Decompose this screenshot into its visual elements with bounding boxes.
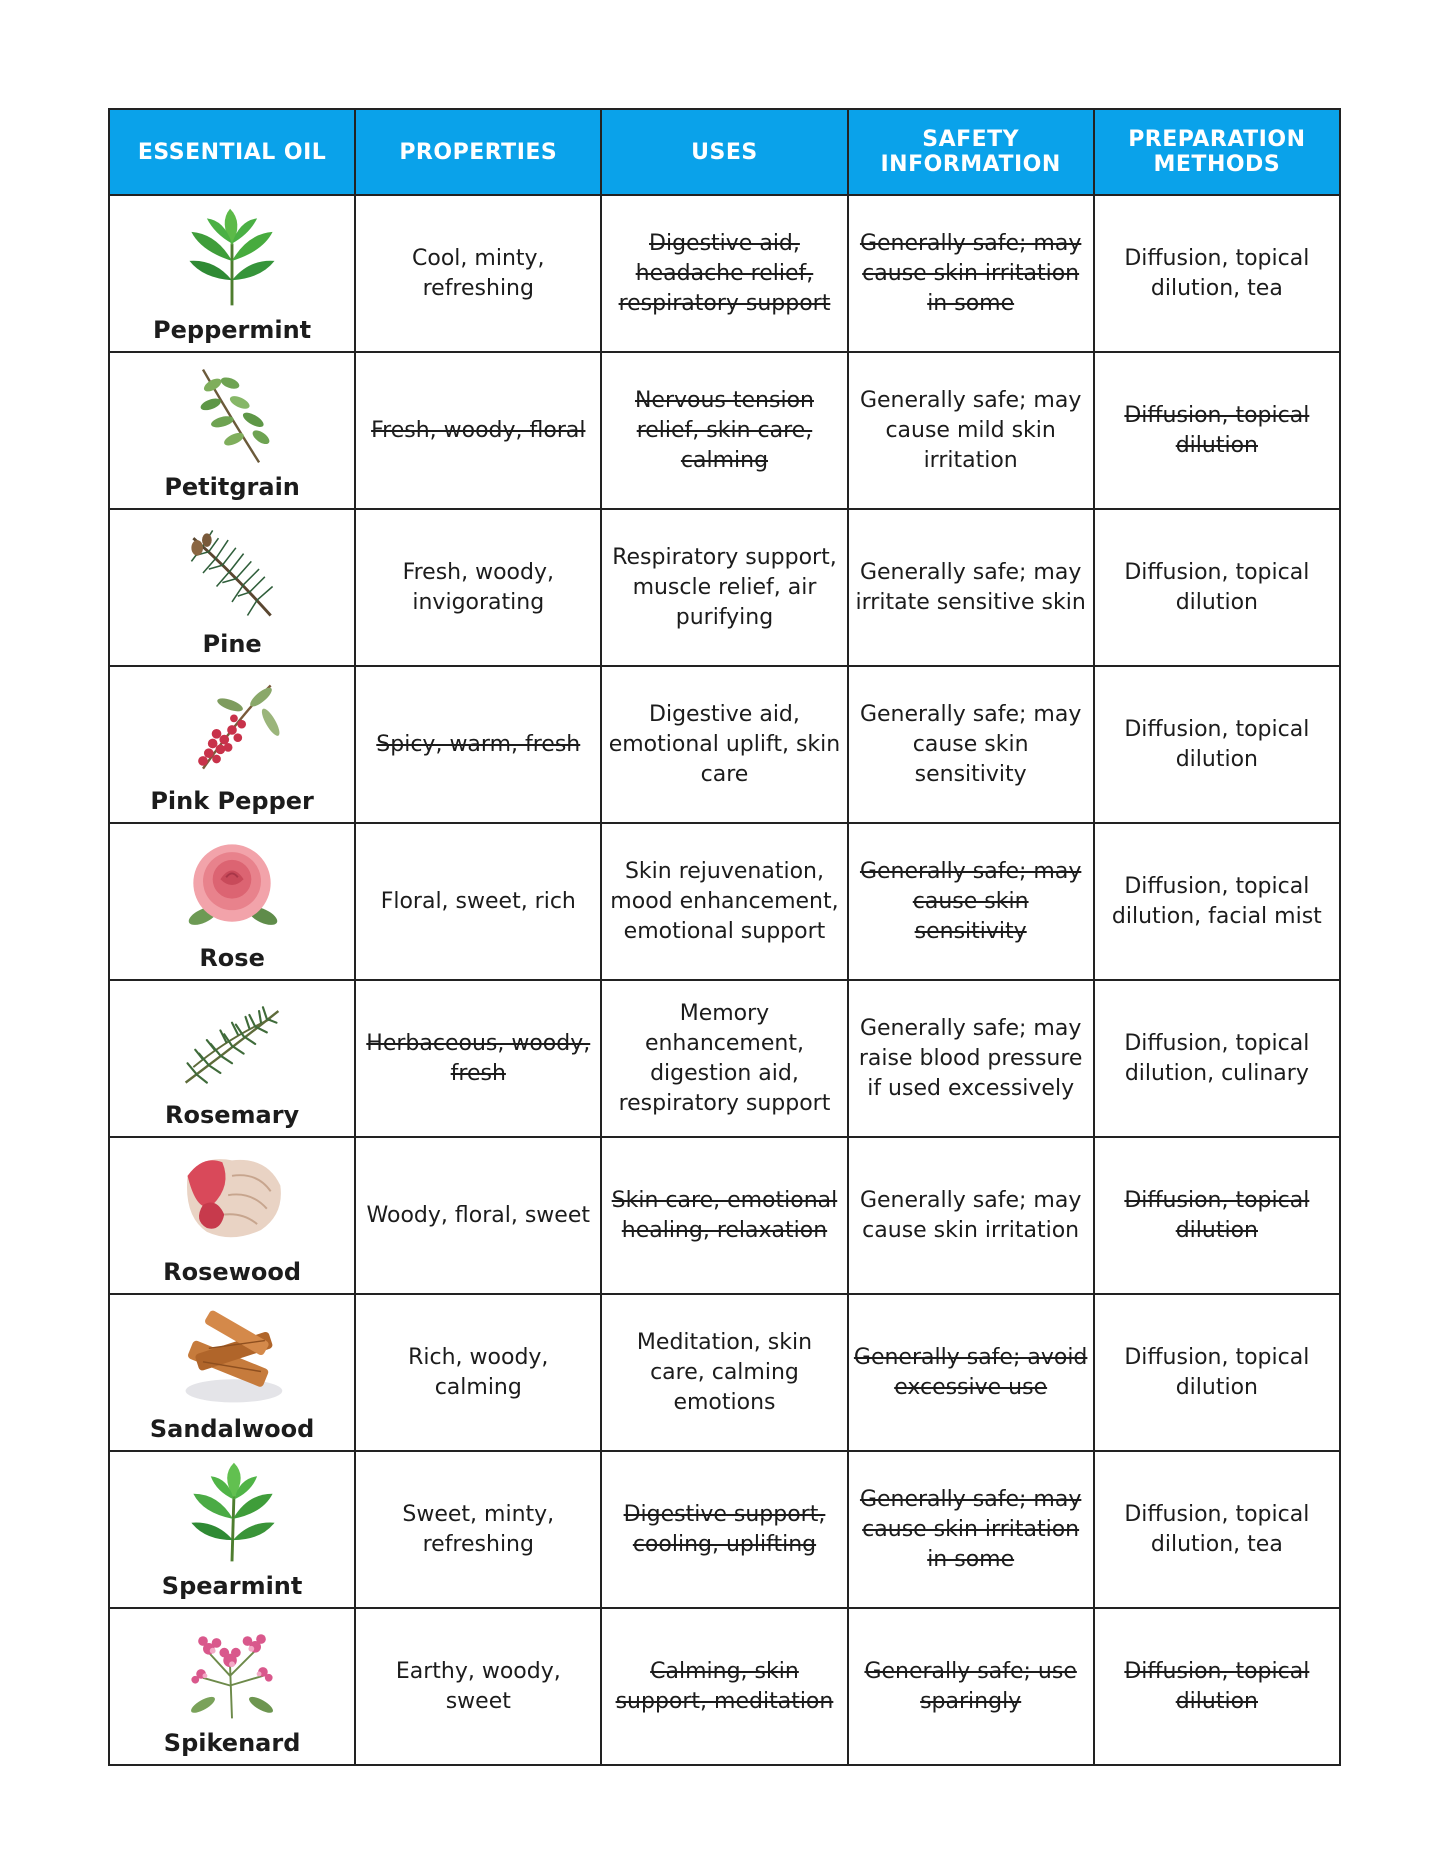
preparation-cell: Diffusion, topical dilution bbox=[1094, 352, 1340, 509]
header-uses: USES bbox=[601, 109, 847, 195]
properties-cell: Fresh, woody, floral bbox=[355, 352, 601, 509]
oil-name: Spikenard bbox=[163, 1729, 301, 1757]
table-row bbox=[109, 1451, 1340, 1608]
uses-cell: Meditation, skin care, calming emotions bbox=[601, 1294, 847, 1451]
safety-cell: Generally safe; use sparingly bbox=[848, 1608, 1094, 1765]
table-header-row bbox=[109, 109, 1340, 195]
preparation-cell: Diffusion, topical dilution bbox=[1094, 1137, 1340, 1294]
table-row bbox=[109, 1608, 1340, 1765]
header-preparation-methods: PREPARATION METHODS bbox=[1094, 109, 1340, 195]
table-row bbox=[109, 195, 1340, 352]
oil-name: Rosemary bbox=[164, 1101, 300, 1129]
safety-cell: Generally safe; may cause skin irritation in some bbox=[848, 195, 1094, 352]
safety-cell: Generally safe; avoid excessive use bbox=[848, 1294, 1094, 1451]
preparation-cell: Diffusion, topical dilution bbox=[1094, 1294, 1340, 1451]
essential-oils-table bbox=[108, 108, 1341, 1766]
uses-cell: Nervous tension relief, skin care, calming bbox=[601, 352, 847, 509]
properties-cell: Rich, woody, calming bbox=[355, 1294, 601, 1451]
oil-cell bbox=[109, 980, 355, 1137]
petitgrain-branch-icon bbox=[174, 360, 290, 470]
uses-cell: Skin rejuvenation, mood enhancement, emotional support bbox=[601, 823, 847, 980]
preparation-cell: Diffusion, topical dilution, facial mist bbox=[1094, 823, 1340, 980]
uses-cell: Memory enhancement, digestion aid, respiratory support bbox=[601, 980, 847, 1137]
rosemary-sprig-icon bbox=[174, 988, 290, 1098]
table-row bbox=[109, 352, 1340, 509]
table-row bbox=[109, 980, 1340, 1137]
safety-cell: Generally safe; may irritate sensitive skin bbox=[848, 509, 1094, 666]
preparation-cell: Diffusion, topical dilution, tea bbox=[1094, 195, 1340, 352]
properties-cell: Herbaceous, woody, fresh bbox=[355, 980, 601, 1137]
spearmint-leaves-icon bbox=[174, 1459, 290, 1569]
sandalwood-sticks-icon bbox=[174, 1302, 290, 1412]
uses-cell: Digestive aid, headache relief, respiratory support bbox=[601, 195, 847, 352]
oil-cell bbox=[109, 1608, 355, 1765]
table-row bbox=[109, 509, 1340, 666]
oil-name: Petitgrain bbox=[164, 473, 300, 501]
oil-name: Rose bbox=[199, 944, 265, 972]
oil-name: Sandalwood bbox=[149, 1415, 315, 1443]
safety-cell: Generally safe; may cause skin sensitivity bbox=[848, 823, 1094, 980]
preparation-cell: Diffusion, topical dilution bbox=[1094, 1608, 1340, 1765]
rosewood-chunk-icon bbox=[174, 1145, 290, 1255]
uses-cell: Respiratory support, muscle relief, air purifying bbox=[601, 509, 847, 666]
peppermint-leaves-icon bbox=[174, 203, 290, 313]
properties-cell: Woody, floral, sweet bbox=[355, 1137, 601, 1294]
safety-cell: Generally safe; may cause skin irritation in some bbox=[848, 1451, 1094, 1608]
header-properties: PROPERTIES bbox=[355, 109, 601, 195]
oil-name: Rosewood bbox=[163, 1258, 302, 1286]
properties-cell: Spicy, warm, fresh bbox=[355, 666, 601, 823]
oil-cell bbox=[109, 1294, 355, 1451]
oil-name: Pine bbox=[202, 630, 262, 658]
safety-cell: Generally safe; may cause skin sensitivity bbox=[848, 666, 1094, 823]
oil-name: Spearmint bbox=[161, 1572, 303, 1600]
uses-cell: Digestive support, cooling, uplifting bbox=[601, 1451, 847, 1608]
preparation-cell: Diffusion, topical dilution bbox=[1094, 666, 1340, 823]
properties-cell: Fresh, woody, invigorating bbox=[355, 509, 601, 666]
table-row bbox=[109, 823, 1340, 980]
pink-pepper-berries-icon bbox=[174, 674, 290, 784]
uses-cell: Digestive aid, emotional uplift, skin care bbox=[601, 666, 847, 823]
table-row bbox=[109, 1137, 1340, 1294]
safety-cell: Generally safe; may raise blood pressure if used excessively bbox=[848, 980, 1094, 1137]
uses-cell: Calming, skin support, meditation bbox=[601, 1608, 847, 1765]
oil-name: Peppermint bbox=[153, 316, 312, 344]
spikenard-flowers-icon bbox=[174, 1616, 290, 1726]
preparation-cell: Diffusion, topical dilution, culinary bbox=[1094, 980, 1340, 1137]
properties-cell: Earthy, woody, sweet bbox=[355, 1608, 601, 1765]
table-row bbox=[109, 666, 1340, 823]
header-essential-oil: ESSENTIAL OIL bbox=[109, 109, 355, 195]
oil-cell bbox=[109, 195, 355, 352]
oil-cell bbox=[109, 666, 355, 823]
pine-branch-icon bbox=[174, 517, 290, 627]
safety-cell: Generally safe; may cause mild skin irritation bbox=[848, 352, 1094, 509]
table-row bbox=[109, 1294, 1340, 1451]
oil-name: Pink Pepper bbox=[150, 787, 314, 815]
oil-cell bbox=[109, 1137, 355, 1294]
uses-cell: Skin care, emotional healing, relaxation bbox=[601, 1137, 847, 1294]
oil-cell bbox=[109, 509, 355, 666]
rose-flower-icon bbox=[174, 831, 290, 941]
oil-cell bbox=[109, 352, 355, 509]
oil-cell bbox=[109, 823, 355, 980]
properties-cell: Sweet, minty, refreshing bbox=[355, 1451, 601, 1608]
properties-cell: Floral, sweet, rich bbox=[355, 823, 601, 980]
properties-cell: Cool, minty, refreshing bbox=[355, 195, 601, 352]
preparation-cell: Diffusion, topical dilution, tea bbox=[1094, 1451, 1340, 1608]
header-safety-information: SAFETY INFORMATION bbox=[848, 109, 1094, 195]
safety-cell: Generally safe; may cause skin irritation bbox=[848, 1137, 1094, 1294]
preparation-cell: Diffusion, topical dilution bbox=[1094, 509, 1340, 666]
oil-cell bbox=[109, 1451, 355, 1608]
